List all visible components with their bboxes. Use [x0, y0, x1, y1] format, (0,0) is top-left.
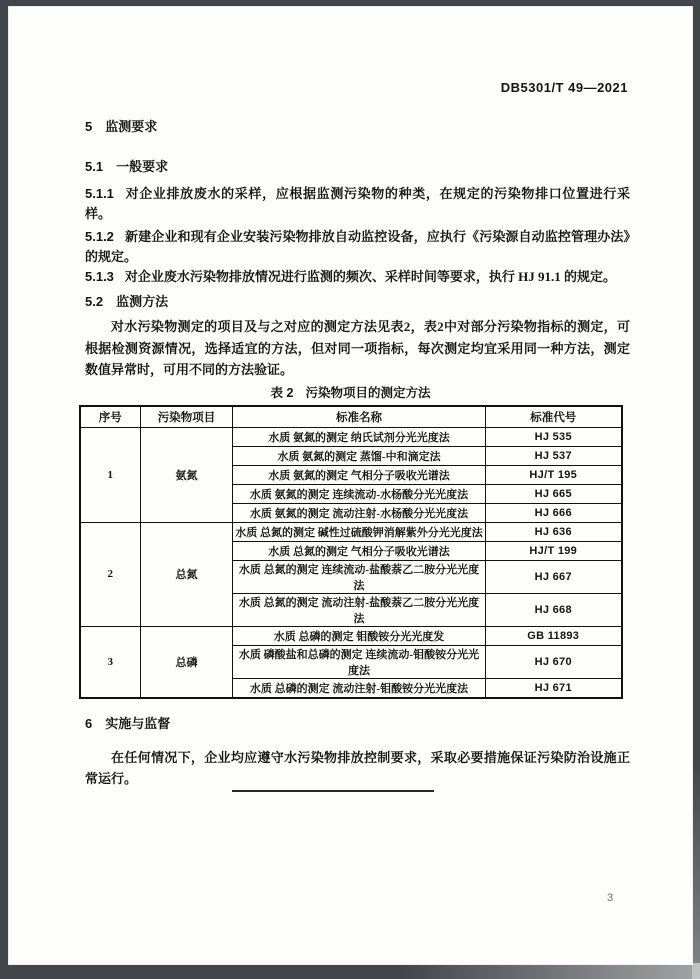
- table-2-title: [8, 385, 693, 401]
- doc-code: DB5301/T 49—2021: [500, 80, 628, 95]
- table-title-text: 污染物项目的测定方法: [305, 385, 431, 400]
- table-row: [80, 626, 622, 645]
- cell-standard-name: 水质 总氮的测定 碱性过硫酸钾消解紫外分光光度法: [233, 522, 486, 541]
- clause-number: 5.1.3: [85, 269, 114, 284]
- cell-standard-name: 水质 氨氮的测定 蒸馏-中和滴定法: [233, 446, 486, 465]
- clause-number: 5.1.1: [85, 186, 114, 201]
- cell-standard-name: 水质 氨氮的测定 纳氏试剂分光光度法: [233, 427, 486, 446]
- clause-number: 5.1.2: [85, 229, 114, 244]
- clause-text: 新建企业和现有企业安装污染物排放自动监控设备，应执行《污染源自动监控管理办法》的规定。: [85, 229, 630, 264]
- heading-number: 5.1: [85, 159, 104, 174]
- clause-text: 对企业排放废水的采样，应根据监测污染物的种类，在规定的污染物排口位置进行采样。: [85, 186, 630, 221]
- cell-standard-code: HJ 537: [486, 446, 622, 465]
- clause-5-1-2: [85, 227, 630, 267]
- clause-text: 对企业废水污染物排放情况进行监测的频次、采样时间等要求，执行 HJ 91.1 的规定。: [124, 269, 617, 284]
- cell-standard-code: HJ 670: [486, 645, 622, 678]
- heading-number: 5: [85, 119, 93, 134]
- cell-pollutant-item: 总氮: [141, 522, 233, 626]
- end-of-document-rule: [232, 790, 434, 792]
- cell-standard-name: 水质 氨氮的测定 流动注射-水杨酸分光光度法: [233, 503, 486, 522]
- cell-standard-name: 水质 总磷的测定 流动注射-钼酸铵分光光度法: [233, 678, 486, 698]
- cell-standard-name: 水质 氨氮的测定 气相分子吸收光谱法: [233, 465, 486, 484]
- cell-standard-name: 水质 总氮的测定 连续流动-盐酸萘乙二胺分光光度法: [233, 560, 486, 593]
- methods-table-body: [80, 427, 622, 698]
- heading-monitoring-methods: [85, 293, 628, 310]
- cell-standard-code: HJ 665: [486, 484, 622, 503]
- paragraph-implementation: 在任何情况下，企业均应遵守水污染物排放控制要求，采取必要措施保证污染防治设施正常运行。: [85, 749, 630, 786]
- cell-standard-code: HJ 666: [486, 503, 622, 522]
- cell-standard-code: HJ 667: [486, 560, 622, 593]
- table-label: 表 2: [270, 385, 294, 400]
- heading-general-requirements: [85, 158, 628, 175]
- col-header-standard-name: 标准名称: [233, 406, 486, 428]
- cell-standard-name: 水质 总氮的测定 流动注射-盐酸萘乙二胺分光光度法: [233, 593, 486, 626]
- cell-pollutant-item: 总磷: [141, 626, 233, 698]
- col-header-pollutant: 污染物项目: [141, 406, 233, 428]
- table-header-row: [80, 406, 622, 428]
- document-page: [8, 6, 693, 965]
- paragraph-monitoring-methods: 对水污染物测定的项目及与之对应的测定方法见表2，表2中对部分污染物指标的测定，可根据检测资源情况，选择适宜的方法，但对同一项指标，每次测定均宜采用同一种方法，测定数值异常时，可用不同的方法验证。: [85, 319, 630, 377]
- cell-standard-name: 水质 氨氮的测定 连续流动-水杨酸分光光度法: [233, 484, 486, 503]
- col-header-serial: 序号: [80, 406, 141, 428]
- cell-serial-number: 2: [80, 522, 141, 626]
- heading-title: 监测方法: [116, 294, 169, 309]
- cell-standard-name: 水质 总氮的测定 气相分子吸收光谱法: [233, 541, 486, 560]
- cell-standard-code: GB 11893: [486, 626, 622, 645]
- heading-title: 实施与监督: [105, 715, 171, 731]
- cell-standard-name: 水质 总磷的测定 钼酸铵分光光度发: [233, 626, 486, 645]
- heading-monitoring-requirements: [85, 118, 628, 135]
- heading-title: 一般要求: [116, 159, 169, 174]
- clause-5-1-1: [85, 184, 630, 224]
- page-number: 3: [607, 892, 614, 904]
- cell-standard-code: HJ 535: [486, 427, 622, 446]
- col-header-standard-code: 标准代号: [486, 406, 622, 428]
- cell-pollutant-item: 氨氮: [141, 427, 233, 522]
- cell-standard-code: HJ 668: [486, 593, 622, 626]
- cell-standard-name: 水质 磷酸盐和总磷的测定 连续流动-钼酸铵分光光度法: [233, 645, 486, 678]
- cell-serial-number: 3: [80, 626, 141, 698]
- table-row: [80, 522, 622, 541]
- scan-shadow-bottom: [400, 963, 700, 979]
- cell-standard-code: HJ/T 195: [486, 465, 622, 484]
- measurement-methods-table: [79, 405, 623, 699]
- heading-number: 5.2: [85, 294, 104, 309]
- heading-implementation-supervision: [85, 715, 628, 732]
- clause-5-1-3: [85, 267, 630, 287]
- heading-number: 6: [85, 715, 93, 731]
- scan-shadow-right: [692, 759, 700, 979]
- cell-serial-number: 1: [80, 427, 141, 522]
- table-row: [80, 427, 622, 446]
- cell-standard-code: HJ 636: [486, 522, 622, 541]
- heading-title: 监测要求: [105, 119, 158, 134]
- cell-standard-code: HJ/T 199: [486, 541, 622, 560]
- cell-standard-code: HJ 671: [486, 678, 622, 698]
